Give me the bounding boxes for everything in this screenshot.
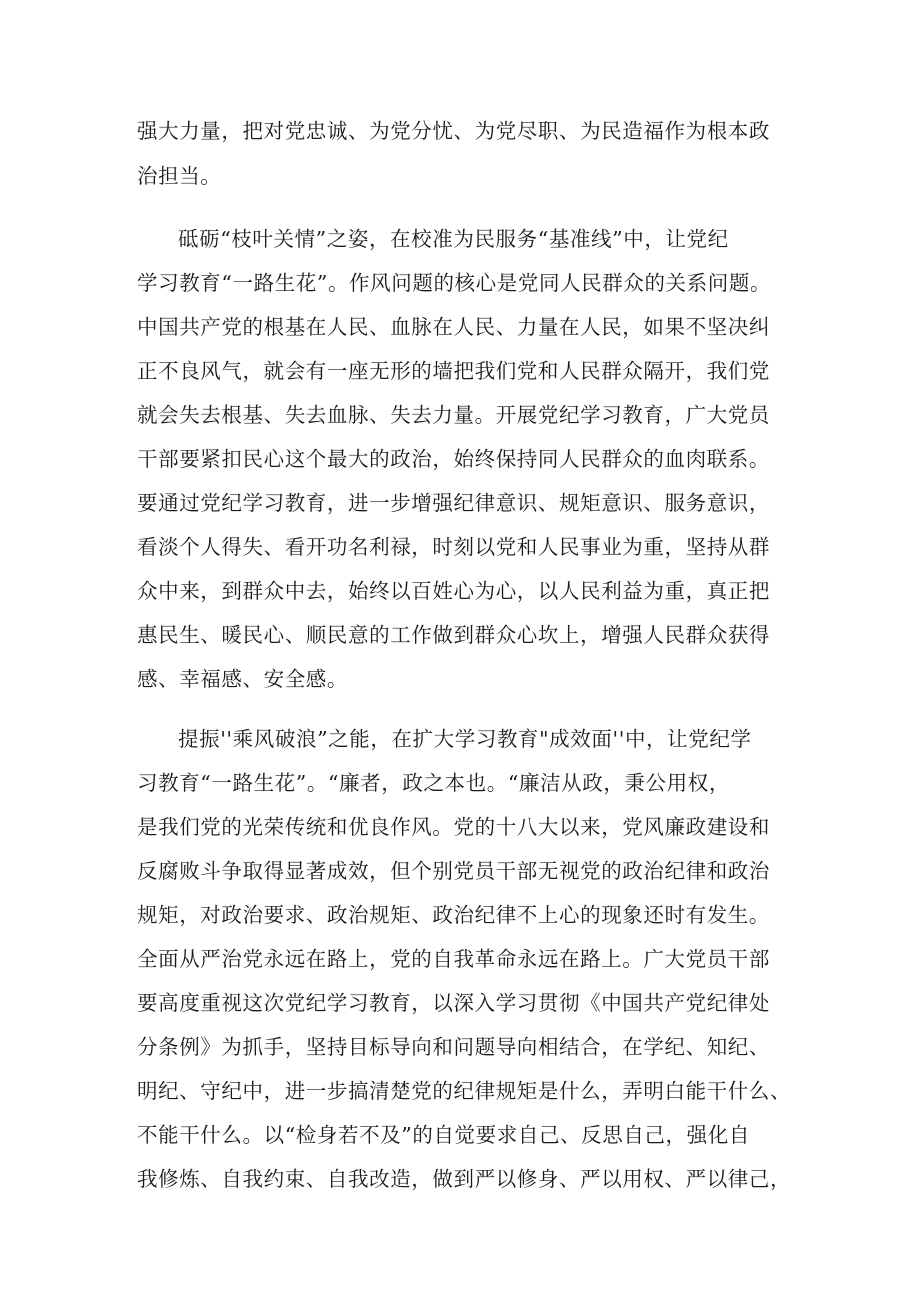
paragraph-2-line-1: 砥砺“枝叶关情”之姿，在校准为民服务“基准线”中，让党纪 <box>178 227 729 251</box>
paragraph-2-line-7: 要通过党纪学习教育，进一步增强纪律意识、规矩意识、服务意识， <box>137 491 770 515</box>
paragraph-3-line-1: 提振''乘风破浪”之能，在扩大学习教育"成效面''中，让党纪学 <box>178 727 752 751</box>
paragraph-2-line-9: 众中来，到群众中去，始终以百姓心为心，以人民利益为重，真正把 <box>137 579 770 603</box>
paragraph-2-line-11: 感、幸福感、安全感。 <box>137 667 348 691</box>
paragraph-2-line-3: 中国共产党的根基在人民、血脉在人民、力量在人民，如果不坚决纠 <box>137 315 770 339</box>
paragraph-2-line-10: 惠民生、暖民心、顺民意的工作做到群众心坎上，增强人民群众获得 <box>137 623 770 647</box>
paragraph-2-line-6: 干部要紧扣民心这个最大的政治，始终保持同人民群众的血肉联系。 <box>137 447 770 471</box>
paragraph-3-line-4: 反腐败斗争取得显著成效，但个别党员干部无视党的政治纪律和政治 <box>137 859 770 883</box>
paragraph-2-line-8: 看淡个人得失、看开功名利禄，时刻以党和人民事业为重，坚持从群 <box>137 535 770 559</box>
paragraph-3-line-7: 要高度重视这次党纪学习教育，以深入学习贯彻《中国共产党纪律处 <box>137 991 770 1015</box>
paragraph-2-line-5: 就会失去根基、失去血脉、失去力量。开展党纪学习教育，广大党员 <box>137 403 770 427</box>
paragraph-3-line-8: 分条例》为抓手，坚持目标导向和问题导向相结合，在学纪、知纪、 <box>137 1035 770 1059</box>
paragraph-2-line-2: 学习教育“一路生花”。作风问题的核心是党同人民群众的关系问题。 <box>137 271 772 295</box>
paragraph-3-line-2: 习教育“一路生花”。“廉者，政之本也。“廉洁从政，秉公用权， <box>137 771 730 795</box>
paragraph-3-line-9: 明纪、守纪中，进一步搞清楚党的纪律规矩是什么，弄明白能干什么、 <box>137 1079 792 1103</box>
paragraph-3-line-3: 是我们党的光荣传统和优良作风。党的十八大以来，党风廉政建设和 <box>137 815 770 839</box>
paragraph-3-line-5: 规矩，对政治要求、政治规矩、政治纪律不上心的现象还时有发生。 <box>137 903 770 927</box>
paragraph-1-line-2: 治担当。 <box>137 164 222 188</box>
paragraph-3-line-6: 全面从严治党永远在路上，党的自我革命永远在路上。广大党员干部 <box>137 947 770 971</box>
paragraph-3-line-10: 不能干什么。以“检身若不及”的自觉要求自己、反思自己，强化自 <box>137 1123 750 1147</box>
paragraph-1-line-1: 强大力量，把对党忠诚、为党分忧、为党尽职、为民造福作为根本政 <box>137 119 770 143</box>
paragraph-2-line-4: 正不良风气，就会有一座无形的墙把我们党和人民群众隔开，我们党 <box>137 359 770 383</box>
paragraph-3-line-11: 我修炼、自我约束、自我改造，做到严以修身、严以用权、严以律己， <box>137 1167 792 1191</box>
